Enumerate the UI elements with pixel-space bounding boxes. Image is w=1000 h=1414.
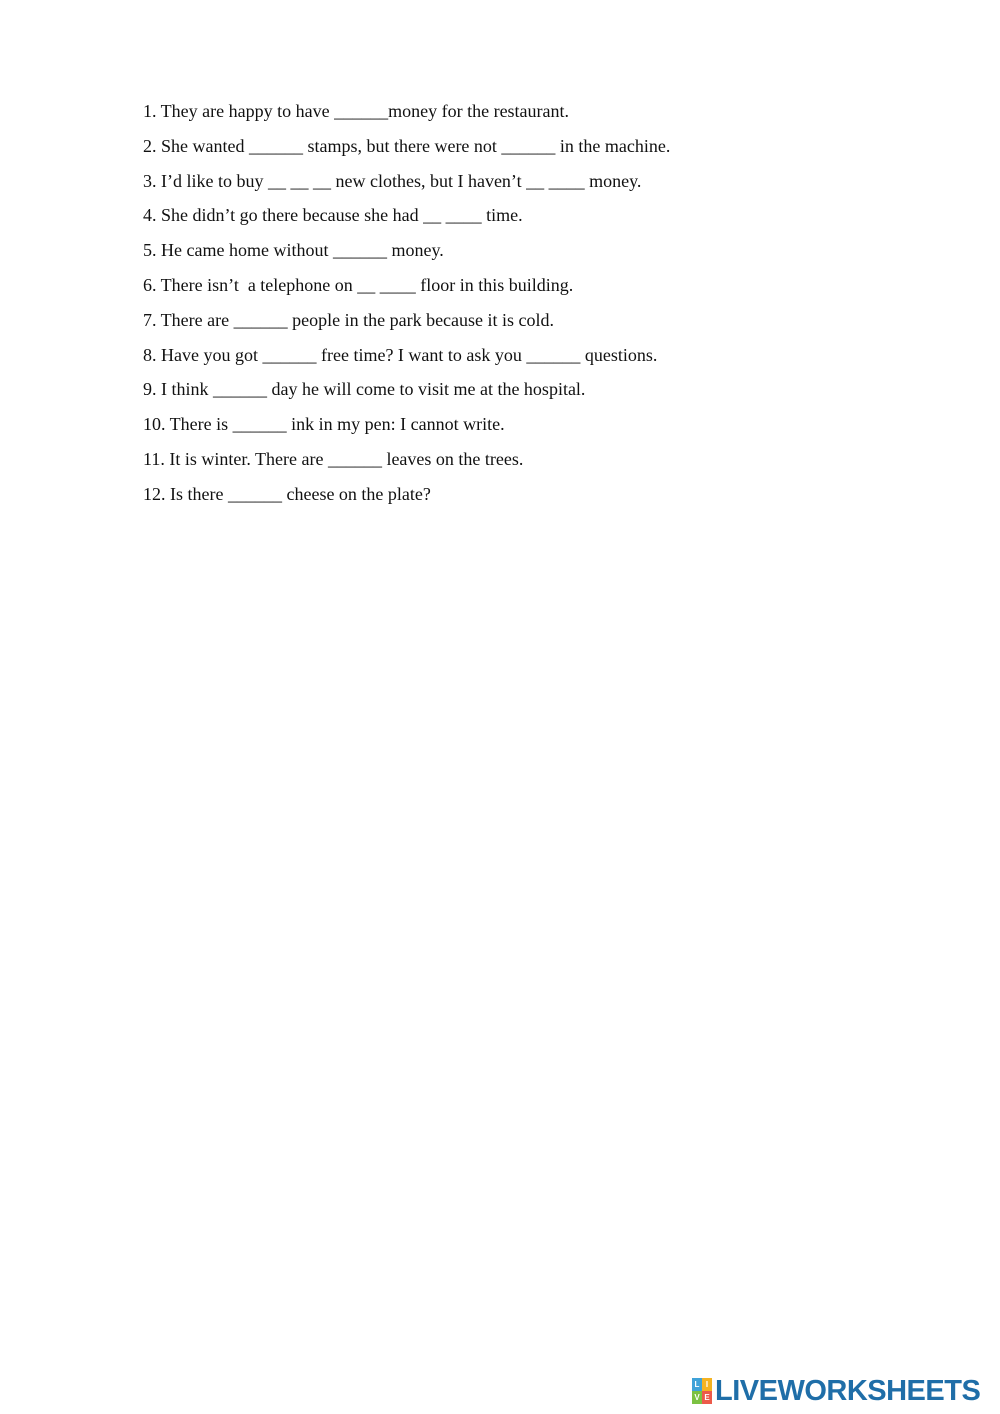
exercise-line-2: 2. She wanted ______ stamps, but there were not ______ in the machine. [143,135,671,156]
exercise-line-10: 10. There is ______ ink in my pen: I cannot write. [143,414,505,435]
liveworksheets-logo-text: LIVEWORKSHEETS [715,1375,981,1407]
exercise-line-5: 5. He came home without ______ money. [143,240,444,261]
logo-letter-e: E [702,1391,712,1404]
exercise-line-8: 8. Have you got ______ free time? I want to ask you ______ questions. [143,344,658,365]
logo-letter-l: L [692,1378,702,1391]
exercise-line-11: 11. It is winter. There are ______ leaves on the trees. [143,448,524,469]
logo-letter-i: I [702,1378,712,1391]
logo-letter-v: V [692,1391,702,1404]
exercise-line-9: 9. I think ______ day he will come to visit me at the hospital. [143,379,586,400]
exercise-line-4: 4. She didn’t go there because she had __ ____ time. [143,205,523,226]
exercise-line-6: 6. There isn’t a telephone on __ ____ floor in this building. [143,274,574,295]
worksheet-exercise-list [143,94,943,512]
liveworksheets-logo [692,1374,980,1408]
exercise-line-1: 1. They are happy to have ______money for the restaurant. [143,101,570,121]
exercise-line-3: 3. I’d like to buy __ __ __ new clothes, but I haven’t __ ____ money. [143,170,642,191]
exercise-line-12: 12. Is there ______ cheese on the plate? [143,483,431,504]
liveworksheets-logo-icon [692,1378,712,1404]
exercise-line-7: 7. There are ______ people in the park because it is cold. [143,309,555,330]
